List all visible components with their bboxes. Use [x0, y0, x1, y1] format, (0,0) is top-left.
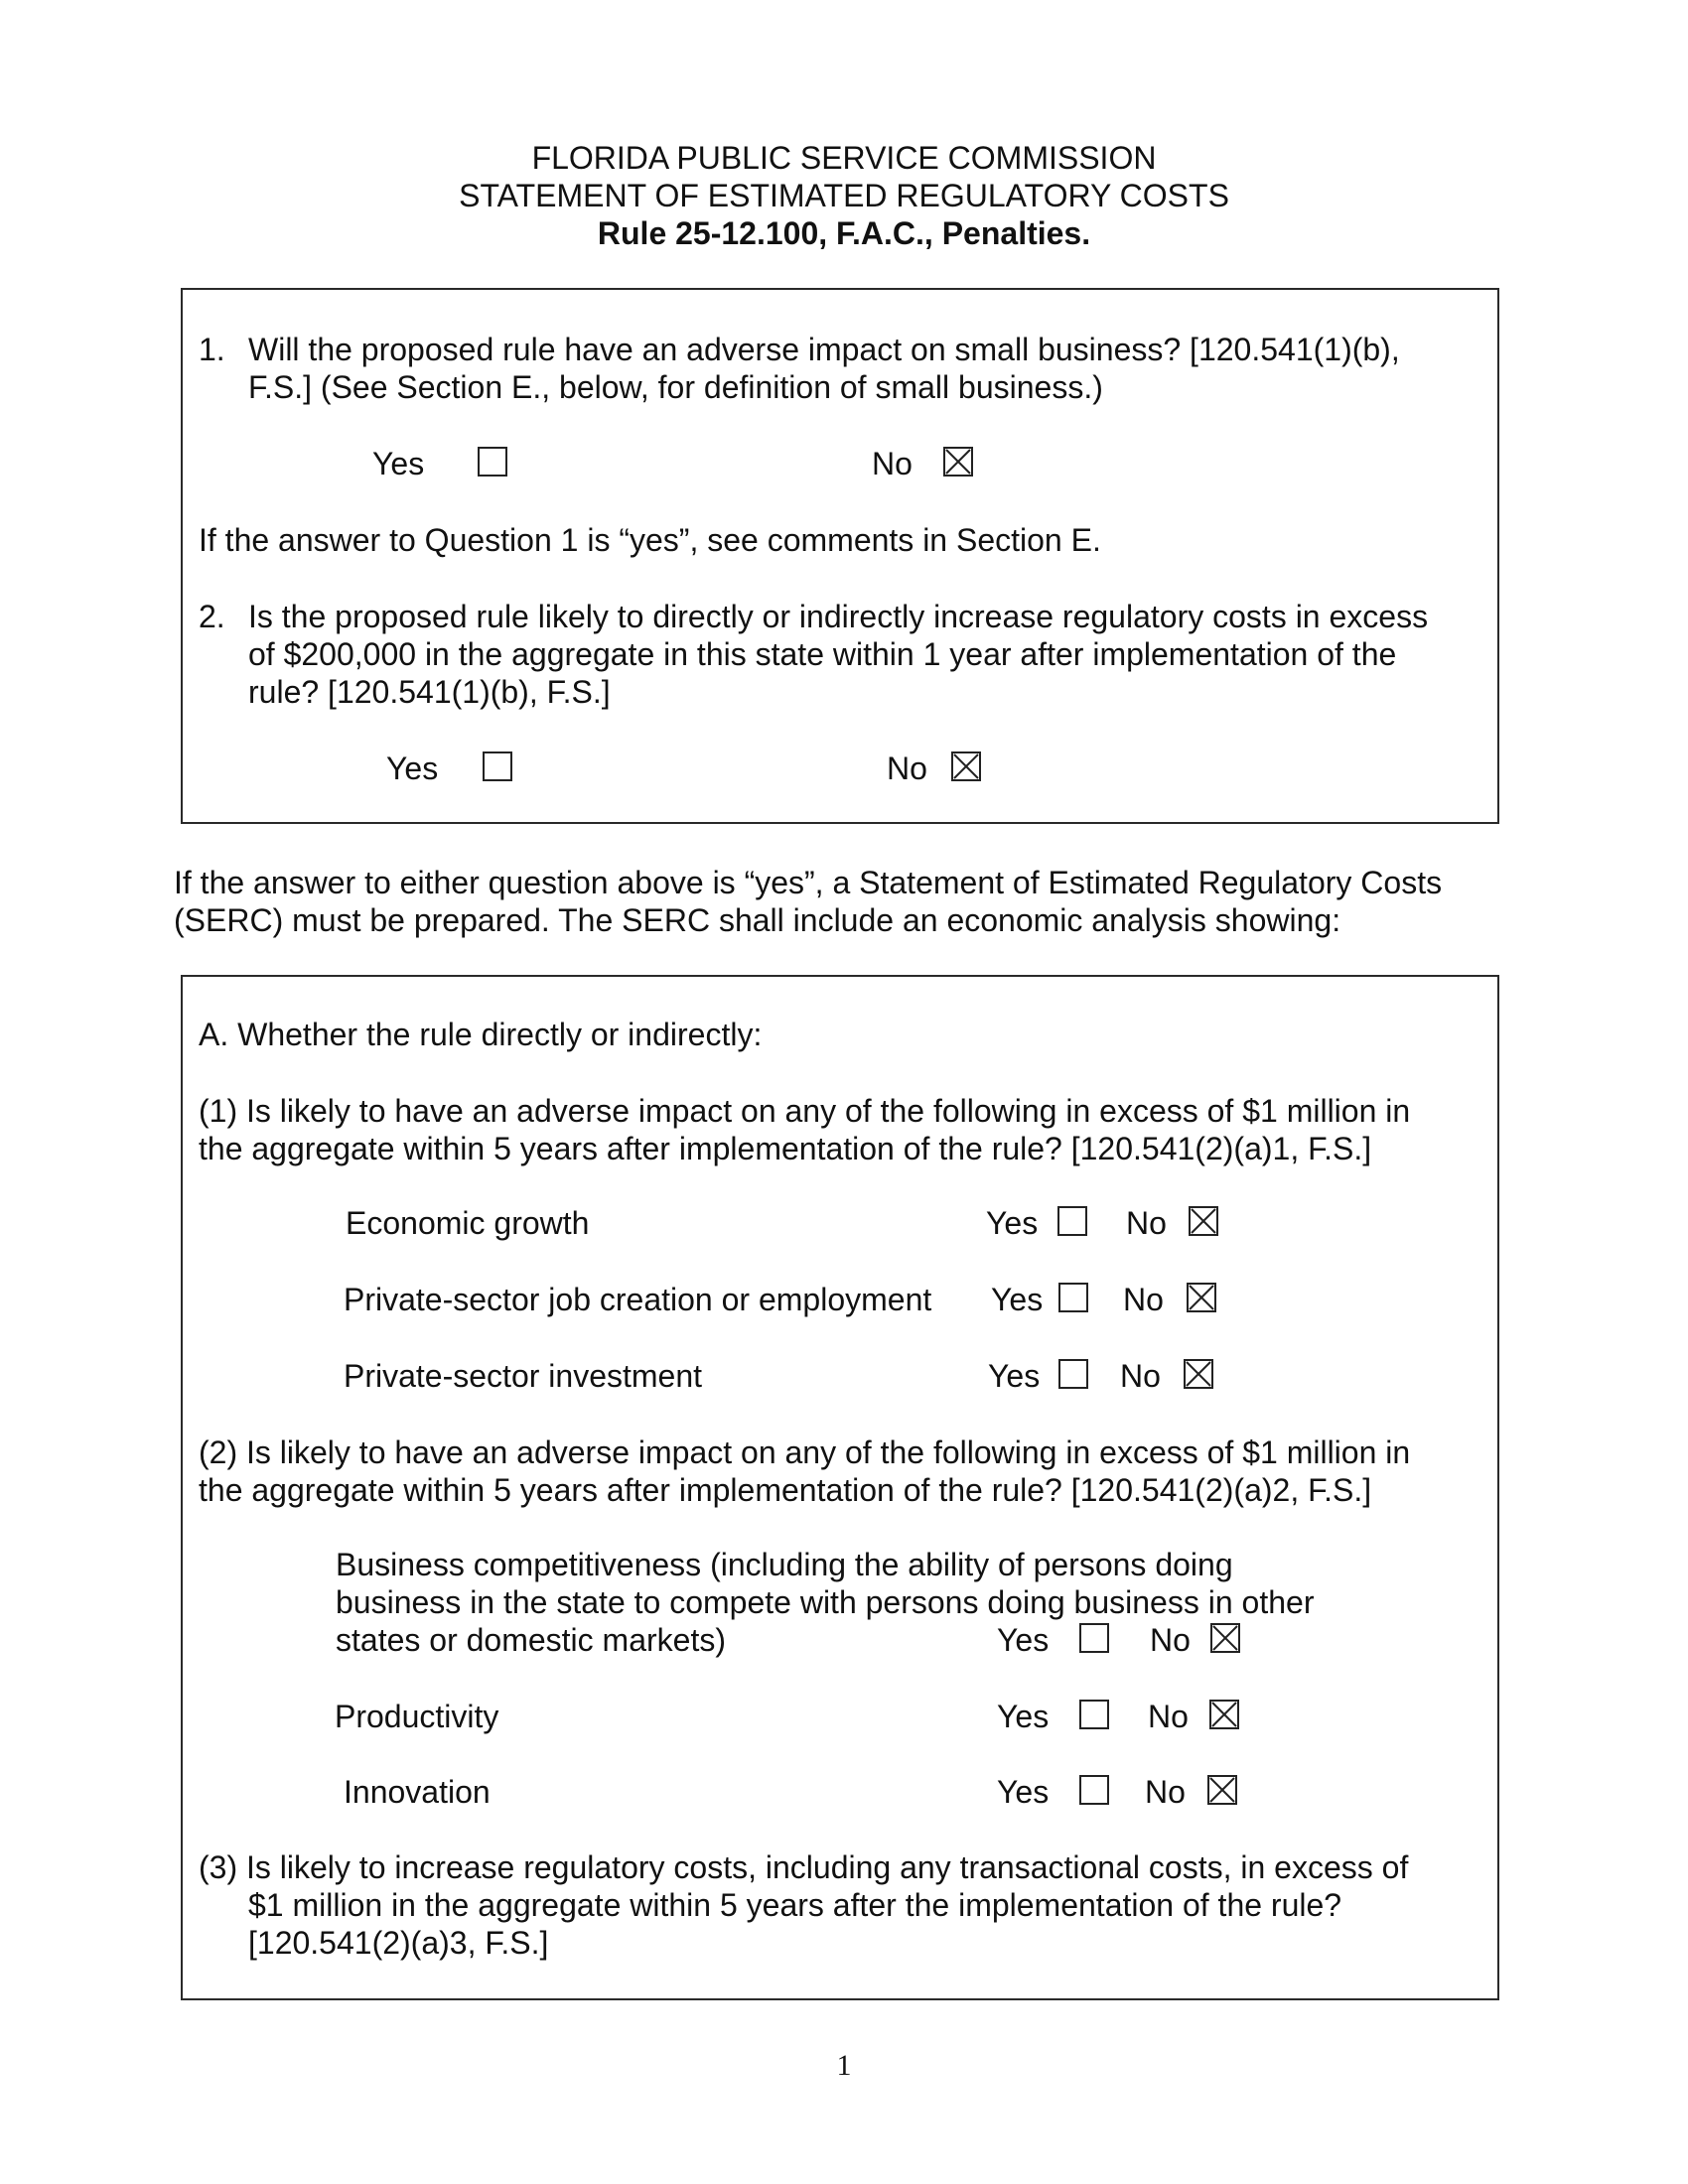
item-investment-yes-label: Yes	[988, 1358, 1041, 1394]
q2-number: 2.	[199, 599, 225, 634]
item-competitiveness-no-checkbox[interactable]	[1210, 1623, 1240, 1653]
header-line-1: FLORIDA PUBLIC SERVICE COMMISSION	[531, 140, 1157, 176]
item-job-creation-label: Private-sector job creation or employment	[344, 1282, 932, 1317]
item-competitiveness-no-label: No	[1150, 1622, 1191, 1658]
q2-text-line-2: of $200,000 in the aggregate in this state within 1 year after implementation of the	[248, 636, 1397, 672]
item-job-creation-no-label: No	[1123, 1282, 1164, 1317]
serc-note-line-2: (SERC) must be prepared. The SERC shall include an economic analysis showing:	[174, 902, 1341, 938]
part1-line-2: the aggregate within 5 years after implementation of the rule? [120.541(2)(a)1, F.S.]	[199, 1131, 1372, 1166]
item-productivity-no-label: No	[1148, 1699, 1189, 1734]
item-investment-no-label: No	[1120, 1358, 1161, 1394]
item-competitiveness-line-3: states or domestic markets)	[336, 1622, 726, 1658]
item-competitiveness-yes-checkbox[interactable]	[1079, 1623, 1109, 1653]
q2-text-line-3: rule? [120.541(1)(b), F.S.]	[248, 674, 611, 710]
q2-no-checkbox[interactable]	[951, 751, 981, 781]
item-productivity-yes-checkbox[interactable]	[1079, 1700, 1109, 1729]
q1-yes-label: Yes	[372, 446, 425, 481]
serc-note-line-1: If the answer to either question above is “yes”, a Statement of Estimated Regulatory Costs	[174, 865, 1443, 900]
q1-text-line-2: F.S.] (See Section E., below, for definition of small business.)	[248, 369, 1103, 405]
q1-note: If the answer to Question 1 is “yes”, see comments in Section E.	[199, 522, 1101, 558]
part1-line-1: (1) Is likely to have an adverse impact on any of the following in excess of $1 million in	[199, 1093, 1411, 1129]
item-innovation-no-label: No	[1145, 1774, 1186, 1810]
item-investment-no-checkbox[interactable]	[1184, 1359, 1213, 1389]
item-competitiveness-line-2: business in the state to compete with persons doing business in other	[336, 1584, 1315, 1620]
page-number: 1	[836, 2049, 852, 2082]
item-competitiveness-yes-label: Yes	[997, 1622, 1050, 1658]
item-productivity-label: Productivity	[335, 1699, 499, 1734]
item-innovation-yes-checkbox[interactable]	[1079, 1775, 1109, 1805]
item-job-creation-yes-checkbox[interactable]	[1058, 1283, 1088, 1312]
q2-yes-label: Yes	[386, 751, 439, 786]
checked-x-icon	[1209, 1777, 1235, 1803]
checked-x-icon	[1186, 1361, 1211, 1387]
rule-title: Rule 25-12.100, F.A.C., Penalties.	[597, 215, 1091, 251]
item-economic-growth-label: Economic growth	[346, 1205, 590, 1241]
q1-no-checkbox[interactable]	[943, 447, 973, 477]
item-economic-growth-no-checkbox[interactable]	[1189, 1206, 1218, 1236]
item-job-creation-yes-label: Yes	[991, 1282, 1044, 1317]
item-investment-yes-checkbox[interactable]	[1058, 1359, 1088, 1389]
q1-yes-checkbox[interactable]	[478, 447, 507, 477]
item-competitiveness-line-1: Business competitiveness (including the ability of persons doing	[336, 1547, 1233, 1582]
checked-x-icon	[1191, 1208, 1216, 1234]
item-innovation-yes-label: Yes	[997, 1774, 1050, 1810]
checked-x-icon	[1189, 1285, 1214, 1310]
checked-x-icon	[945, 449, 971, 475]
part2-line-2: the aggregate within 5 years after implementation of the rule? [120.541(2)(a)2, F.S.]	[199, 1472, 1372, 1508]
item-innovation-no-checkbox[interactable]	[1207, 1775, 1237, 1805]
q2-no-label: No	[887, 751, 927, 786]
checked-x-icon	[953, 753, 979, 779]
part3-line-1: (3) Is likely to increase regulatory costs, including any transactional costs, in excess of	[199, 1849, 1409, 1885]
q1-text-line-1: Will the proposed rule have an adverse impact on small business? [120.541(1)(b),	[248, 332, 1400, 367]
item-innovation-label: Innovation	[344, 1774, 491, 1810]
checked-x-icon	[1211, 1702, 1237, 1727]
item-economic-growth-no-label: No	[1126, 1205, 1167, 1241]
part3-line-3: [120.541(2)(a)3, F.S.]	[248, 1925, 549, 1961]
header-line-2: STATEMENT OF ESTIMATED REGULATORY COSTS	[459, 178, 1229, 213]
item-economic-growth-yes-checkbox[interactable]	[1057, 1206, 1087, 1236]
q2-yes-checkbox[interactable]	[483, 751, 512, 781]
q2-text-line-1: Is the proposed rule likely to directly or indirectly increase regulatory costs in excess	[248, 599, 1429, 634]
q1-no-label: No	[872, 446, 913, 481]
section-a-heading: A. Whether the rule directly or indirectly:	[199, 1017, 763, 1052]
part3-line-2: $1 million in the aggregate within 5 years after the implementation of the rule?	[248, 1887, 1342, 1923]
checked-x-icon	[1212, 1625, 1238, 1651]
item-economic-growth-yes-label: Yes	[986, 1205, 1039, 1241]
q1-number: 1.	[199, 332, 225, 367]
item-productivity-no-checkbox[interactable]	[1209, 1700, 1239, 1729]
part2-line-1: (2) Is likely to have an adverse impact on any of the following in excess of $1 million in	[199, 1434, 1411, 1470]
item-job-creation-no-checkbox[interactable]	[1187, 1283, 1216, 1312]
item-investment-label: Private-sector investment	[344, 1358, 703, 1394]
item-productivity-yes-label: Yes	[997, 1699, 1050, 1734]
